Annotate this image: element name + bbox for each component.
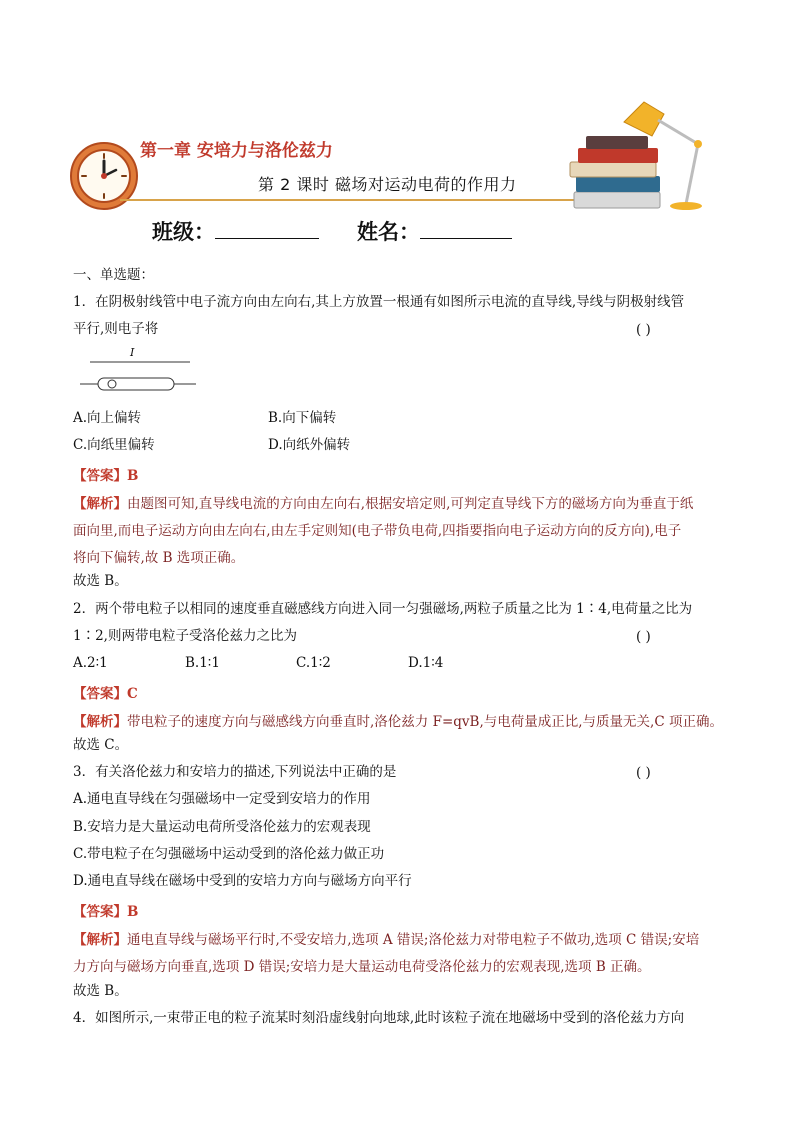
q3-option-a: A.通电直导线在匀强磁场中一定受到安培力的作用 xyxy=(73,791,371,807)
header-divider xyxy=(120,199,590,201)
q2-option-b: B.1∶1 xyxy=(185,655,220,671)
q3-answer-bracket: ( ) xyxy=(636,765,651,781)
q1-conclusion: 故选 B。 xyxy=(73,573,128,589)
q1-option-a: A.向上偏转 xyxy=(73,410,142,426)
current-label: I xyxy=(130,346,135,359)
answer-label: 【答案】 xyxy=(73,686,127,702)
q3-option-d: D.通电直导线在磁场中受到的安培力方向与磁场方向平行 xyxy=(73,873,412,889)
analysis-label: 【解析】 xyxy=(73,496,127,512)
q2-stem-line2: 1∶2,则两带电粒子受洛伦兹力之比为 xyxy=(73,628,297,644)
q2-conclusion: 故选 C。 xyxy=(73,737,129,753)
books-icon xyxy=(570,136,660,208)
answer-value: B xyxy=(127,468,139,484)
name-field[interactable] xyxy=(420,218,512,239)
q3-conclusion: 故选 B。 xyxy=(73,983,128,999)
analysis-label: 【解析】 xyxy=(73,932,127,948)
q3-option-b: B.安培力是大量运动电荷所受洛伦兹力的宏观表现 xyxy=(73,819,371,835)
class-field[interactable] xyxy=(215,218,319,239)
section-title: 一、单选题： xyxy=(73,267,154,283)
q4-stem-line1: 4．如图所示,一束带正电的粒子流某时刻沿虚线射向地球,此时该粒子流在地磁场中受到的洛伦兹力方向 xyxy=(73,1010,685,1026)
q2-answer-bracket: ( ) xyxy=(636,629,651,645)
student-info-row xyxy=(152,216,512,246)
q1-stem-line1: 1．在阴极射线管中电子流方向由左向右,其上方放置一根通有如图所示电流的直导线,导线与阴极射线管 xyxy=(73,294,685,310)
q1-option-b: B.向下偏转 xyxy=(268,410,337,426)
q3-answer xyxy=(73,900,138,920)
class-label: 班级： xyxy=(152,220,215,244)
q3-analysis-line2: 力方向与磁场方向垂直,选项 D 错误;安培力是大量运动电荷受洛伦兹力的宏观表现,选项 B 正确。 xyxy=(73,959,651,975)
q2-option-a: A.2∶1 xyxy=(73,655,108,671)
q1-option-d: D.向纸外偏转 xyxy=(268,437,351,453)
q1-analysis-line2: 面向里,而电子运动方向由左向右,由左手定则知(电子带负电荷,四指要指向电子运动方向的反方向),电子 xyxy=(73,523,682,539)
answer-value: B xyxy=(127,904,139,920)
q2-answer xyxy=(73,682,138,702)
q3-analysis-line1: 【解析】通电直导线与磁场平行时,不受安培力,选项 A 错误;洛伦兹力对带电粒子不做功,选项 C 错误;安培 xyxy=(73,932,700,948)
q1-answer xyxy=(73,464,138,484)
name-label: 姓名： xyxy=(357,220,420,244)
q2-stem-line1: 2．两个带电粒子以相同的速度垂直磁感线方向进入同一匀强磁场,两粒子质量之比为 1∶4,电荷量之比为 xyxy=(73,601,693,617)
q2-analysis-line1: 【解析】带电粒子的速度方向与磁感线方向垂直时,洛伦兹力 F=qvB,与电荷量成正比,与质量无关,C 项正确。 xyxy=(73,714,723,730)
books-lamp-illustration xyxy=(566,92,716,216)
q1-figure xyxy=(80,344,200,394)
q1-analysis-line1: 【解析】由题图可知,直导线电流的方向由左向右,根据安培定则,可判定直导线下方的磁场方向为垂直于纸 xyxy=(73,496,694,512)
lesson-title: 第 2 课时 磁场对运动电荷的作用力 xyxy=(258,175,517,194)
q3-option-c: C.带电粒子在匀强磁场中运动受到的洛伦兹力做正功 xyxy=(73,846,385,862)
cathode-ray-tube-diagram xyxy=(80,344,200,394)
q1-analysis-line3: 将向下偏转,故 B 选项正确。 xyxy=(73,550,245,566)
analysis-label: 【解析】 xyxy=(73,714,127,730)
q2-option-c: C.1∶2 xyxy=(296,655,331,671)
answer-value: C xyxy=(127,686,138,702)
q1-answer-bracket: ( ) xyxy=(636,322,651,338)
answer-label: 【答案】 xyxy=(73,904,127,920)
q3-stem-line1: 3．有关洛伦兹力和安培力的描述,下列说法中正确的是 xyxy=(73,764,397,780)
q2-option-d: D.1∶4 xyxy=(408,655,444,671)
clock-icon xyxy=(68,140,140,212)
chapter-title: 第一章 安培力与洛伦兹力 xyxy=(140,141,333,161)
answer-label: 【答案】 xyxy=(73,468,127,484)
q1-stem-line2: 平行,则电子将 xyxy=(73,321,159,337)
q1-option-c: C.向纸里偏转 xyxy=(73,437,155,453)
